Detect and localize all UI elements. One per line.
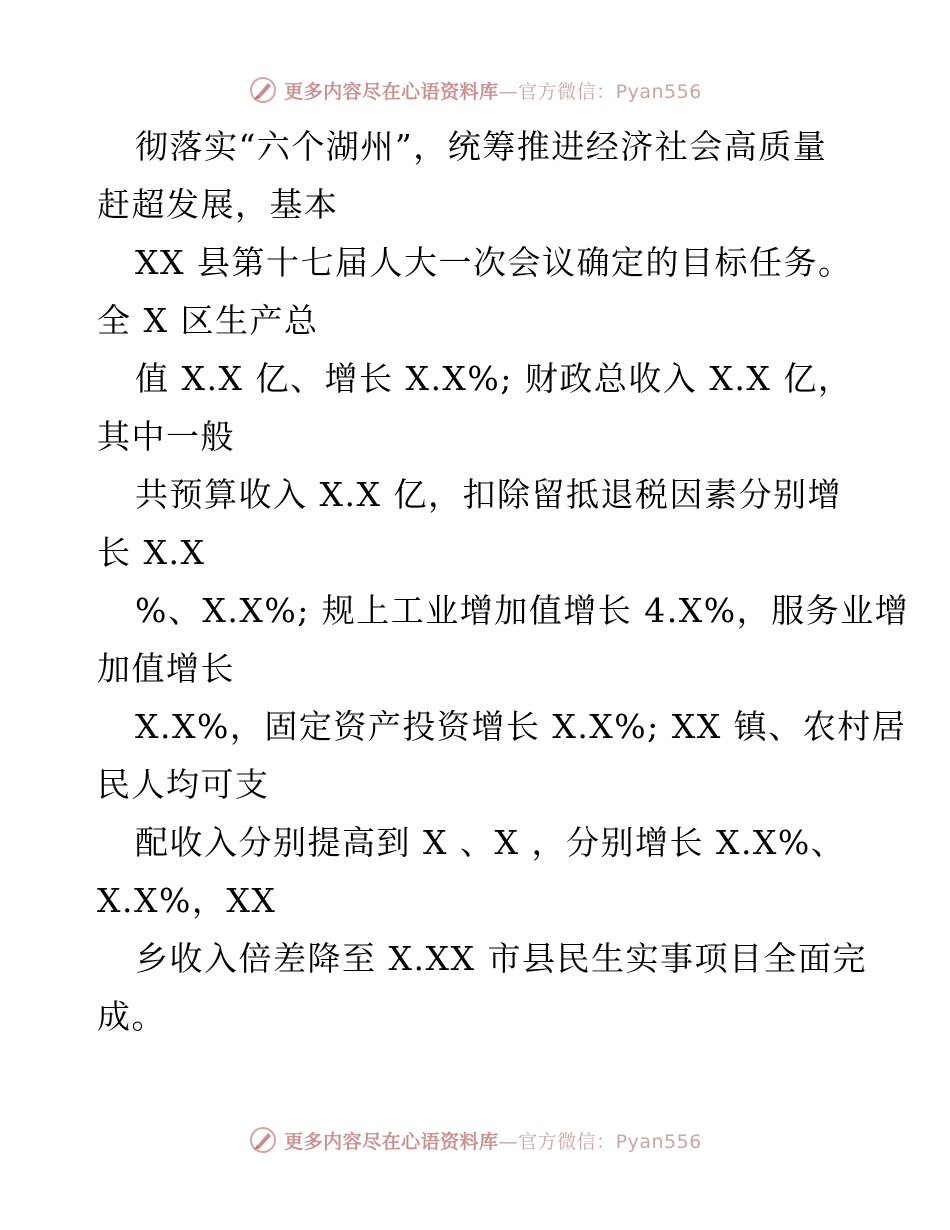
paragraph-line: 其中一般 <box>97 417 235 456</box>
paragraph-line: 长 X.X <box>97 533 206 572</box>
header-watermark <box>0 70 950 110</box>
watermark-text: 更多内容尽在心语资料库—官方微信：Pyan556 <box>284 1130 702 1153</box>
paragraph-line: 全 X 区生产总 <box>97 301 319 340</box>
pen-logo-icon <box>248 75 278 105</box>
paragraph-line: 配收入分别提高到 X 、X ，分别增长 X.X%、 <box>135 823 846 862</box>
paragraph-line: X.X%，XX <box>97 881 277 920</box>
paragraph-line: 乡收入倍差降至 X.XX 市县民生实事项目全面完 <box>135 939 867 978</box>
paragraph-line: 赶超发展，基本 <box>97 185 339 224</box>
paragraph-line: 民人均可支 <box>97 765 270 804</box>
paragraph-line: X.X%，固定资产投资增长 X.X%; XX 镇、农村居 <box>135 707 907 746</box>
paragraph-line: 成。 <box>97 997 166 1036</box>
paragraph-line: 彻落实“六个湖州”，统筹推进经济社会高质量 <box>135 127 828 166</box>
paragraph-line: 值 X.X 亿、增长 X.X%; 财政总收入 X.X 亿， <box>135 359 853 398</box>
paragraph-line: 加值增长 <box>97 649 235 688</box>
paragraph-line: %、X.X%; 规上工业增加值增长 4.X%，服务业增 <box>135 591 910 630</box>
pen-logo-icon <box>248 1125 278 1155</box>
document-body <box>97 118 910 1046</box>
paragraph-line: XX 县第十七届人大一次会议确定的目标任务。 <box>135 243 853 282</box>
paragraph-line: 共预算收入 X.X 亿，扣除留抵退税因素分别增 <box>135 475 842 514</box>
watermark-text: 更多内容尽在心语资料库—官方微信：Pyan556 <box>284 80 702 103</box>
footer-watermark <box>0 1120 950 1160</box>
